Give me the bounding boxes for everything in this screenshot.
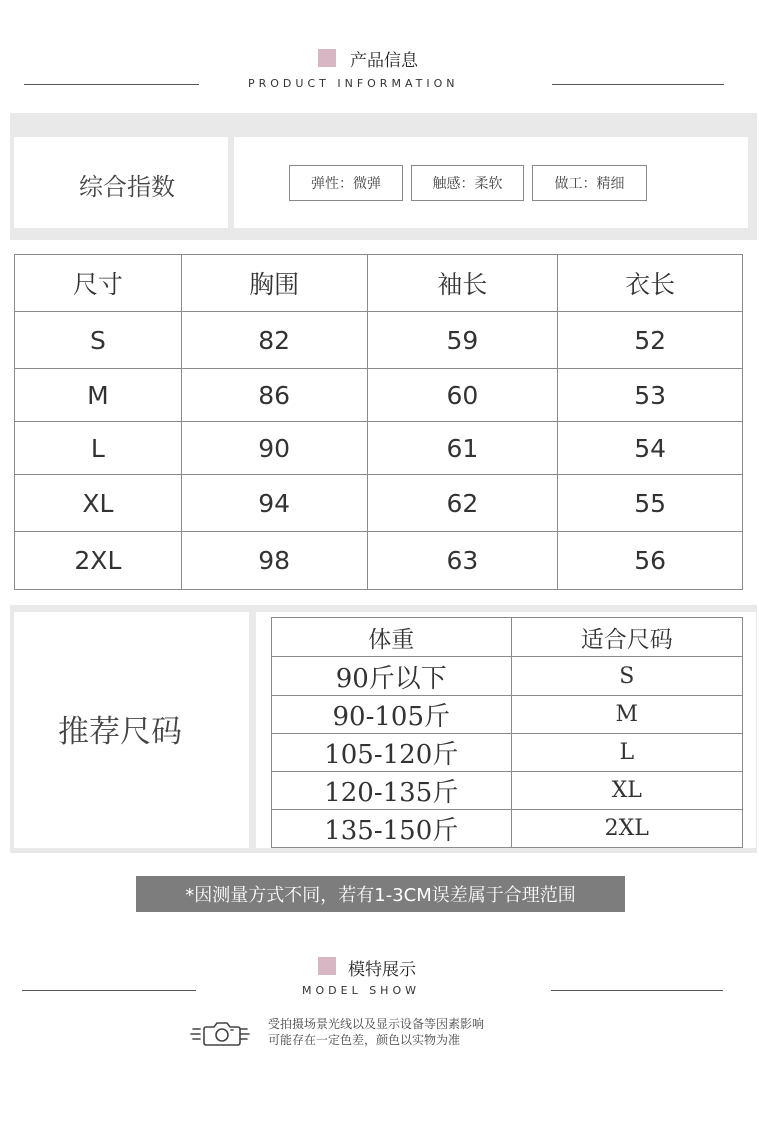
section-subtitle: PRODUCT INFORMATION — [248, 77, 459, 90]
measurement-note: *因测量方式不同，若有1-3CM误差属于合理范围 — [136, 876, 625, 912]
size-cell: S — [15, 312, 182, 369]
length-cell: 55 — [558, 475, 743, 532]
size-cell: L — [15, 422, 182, 475]
sleeve-cell: 60 — [367, 369, 558, 422]
chest-cell: 90 — [181, 422, 367, 475]
tag-touch: 触感：柔软 — [411, 165, 524, 201]
section-marker — [318, 957, 336, 975]
table-row — [15, 475, 743, 532]
disclaimer-line-1: 受拍摄场景光线以及显示设备等因素影响 — [268, 1017, 485, 1031]
chest-cell: 86 — [181, 369, 367, 422]
chest-cell: 94 — [181, 475, 367, 532]
fit-size-cell: M — [511, 696, 743, 734]
table-row — [15, 532, 743, 590]
index-label-box — [14, 137, 228, 228]
recommend-label-box — [14, 612, 249, 848]
header-cell: 衣长 — [558, 255, 743, 312]
fit-size-cell: S — [511, 657, 743, 696]
length-cell: 52 — [558, 312, 743, 369]
tag-elasticity: 弹性：微弹 — [289, 165, 403, 201]
table-row — [272, 696, 743, 734]
divider-left — [22, 990, 196, 991]
weight-cell: 90-105斤 — [272, 696, 512, 734]
table-row — [272, 772, 743, 810]
chest-cell: 98 — [181, 532, 367, 590]
divider-right — [552, 84, 724, 85]
header-cell: 袖长 — [367, 255, 558, 312]
table-row — [272, 810, 743, 848]
length-cell: 56 — [558, 532, 743, 590]
divider-right — [551, 990, 723, 991]
recommend-label: 推荐尺码 — [58, 714, 182, 750]
length-cell: 54 — [558, 422, 743, 475]
sleeve-cell: 63 — [367, 532, 558, 590]
weight-cell: 120-135斤 — [272, 772, 512, 810]
sleeve-cell: 62 — [367, 475, 558, 532]
camera-icon — [189, 1018, 251, 1048]
table-row — [272, 734, 743, 772]
fit-size-cell: 2XL — [511, 810, 743, 848]
size-table-header — [15, 255, 743, 312]
weight-cell: 135-150斤 — [272, 810, 512, 848]
size-cell: M — [15, 369, 182, 422]
disclaimer-line-2: 可能存在一定色差，颜色以实物为准 — [268, 1033, 461, 1047]
divider-left — [24, 84, 199, 85]
header-cell: 适合尺码 — [511, 618, 743, 657]
size-cell: 2XL — [15, 532, 182, 590]
header-cell: 尺寸 — [15, 255, 182, 312]
sleeve-cell: 61 — [367, 422, 558, 475]
section-marker — [318, 49, 336, 67]
sleeve-cell: 59 — [367, 312, 558, 369]
length-cell: 53 — [558, 369, 743, 422]
chest-cell: 82 — [181, 312, 367, 369]
index-label: 综合指数 — [79, 173, 175, 201]
table-row — [272, 657, 743, 696]
tag-workmanship: 做工：精细 — [532, 165, 647, 201]
section-subtitle: MODEL SHOW — [302, 984, 420, 997]
table-row — [15, 369, 743, 422]
fit-size-cell: XL — [511, 772, 743, 810]
section-title: 产品信息 — [350, 51, 418, 71]
size-cell: XL — [15, 475, 182, 532]
section-title: 模特展示 — [348, 960, 416, 980]
fit-size-cell: L — [511, 734, 743, 772]
table-row — [15, 422, 743, 475]
recommend-table — [271, 617, 743, 848]
size-table — [14, 254, 743, 590]
weight-cell: 90斤以下 — [272, 657, 512, 696]
table-row — [15, 312, 743, 369]
header-cell: 胸围 — [181, 255, 367, 312]
header-cell: 体重 — [272, 618, 512, 657]
weight-cell: 105-120斤 — [272, 734, 512, 772]
recommend-table-header — [272, 618, 743, 657]
